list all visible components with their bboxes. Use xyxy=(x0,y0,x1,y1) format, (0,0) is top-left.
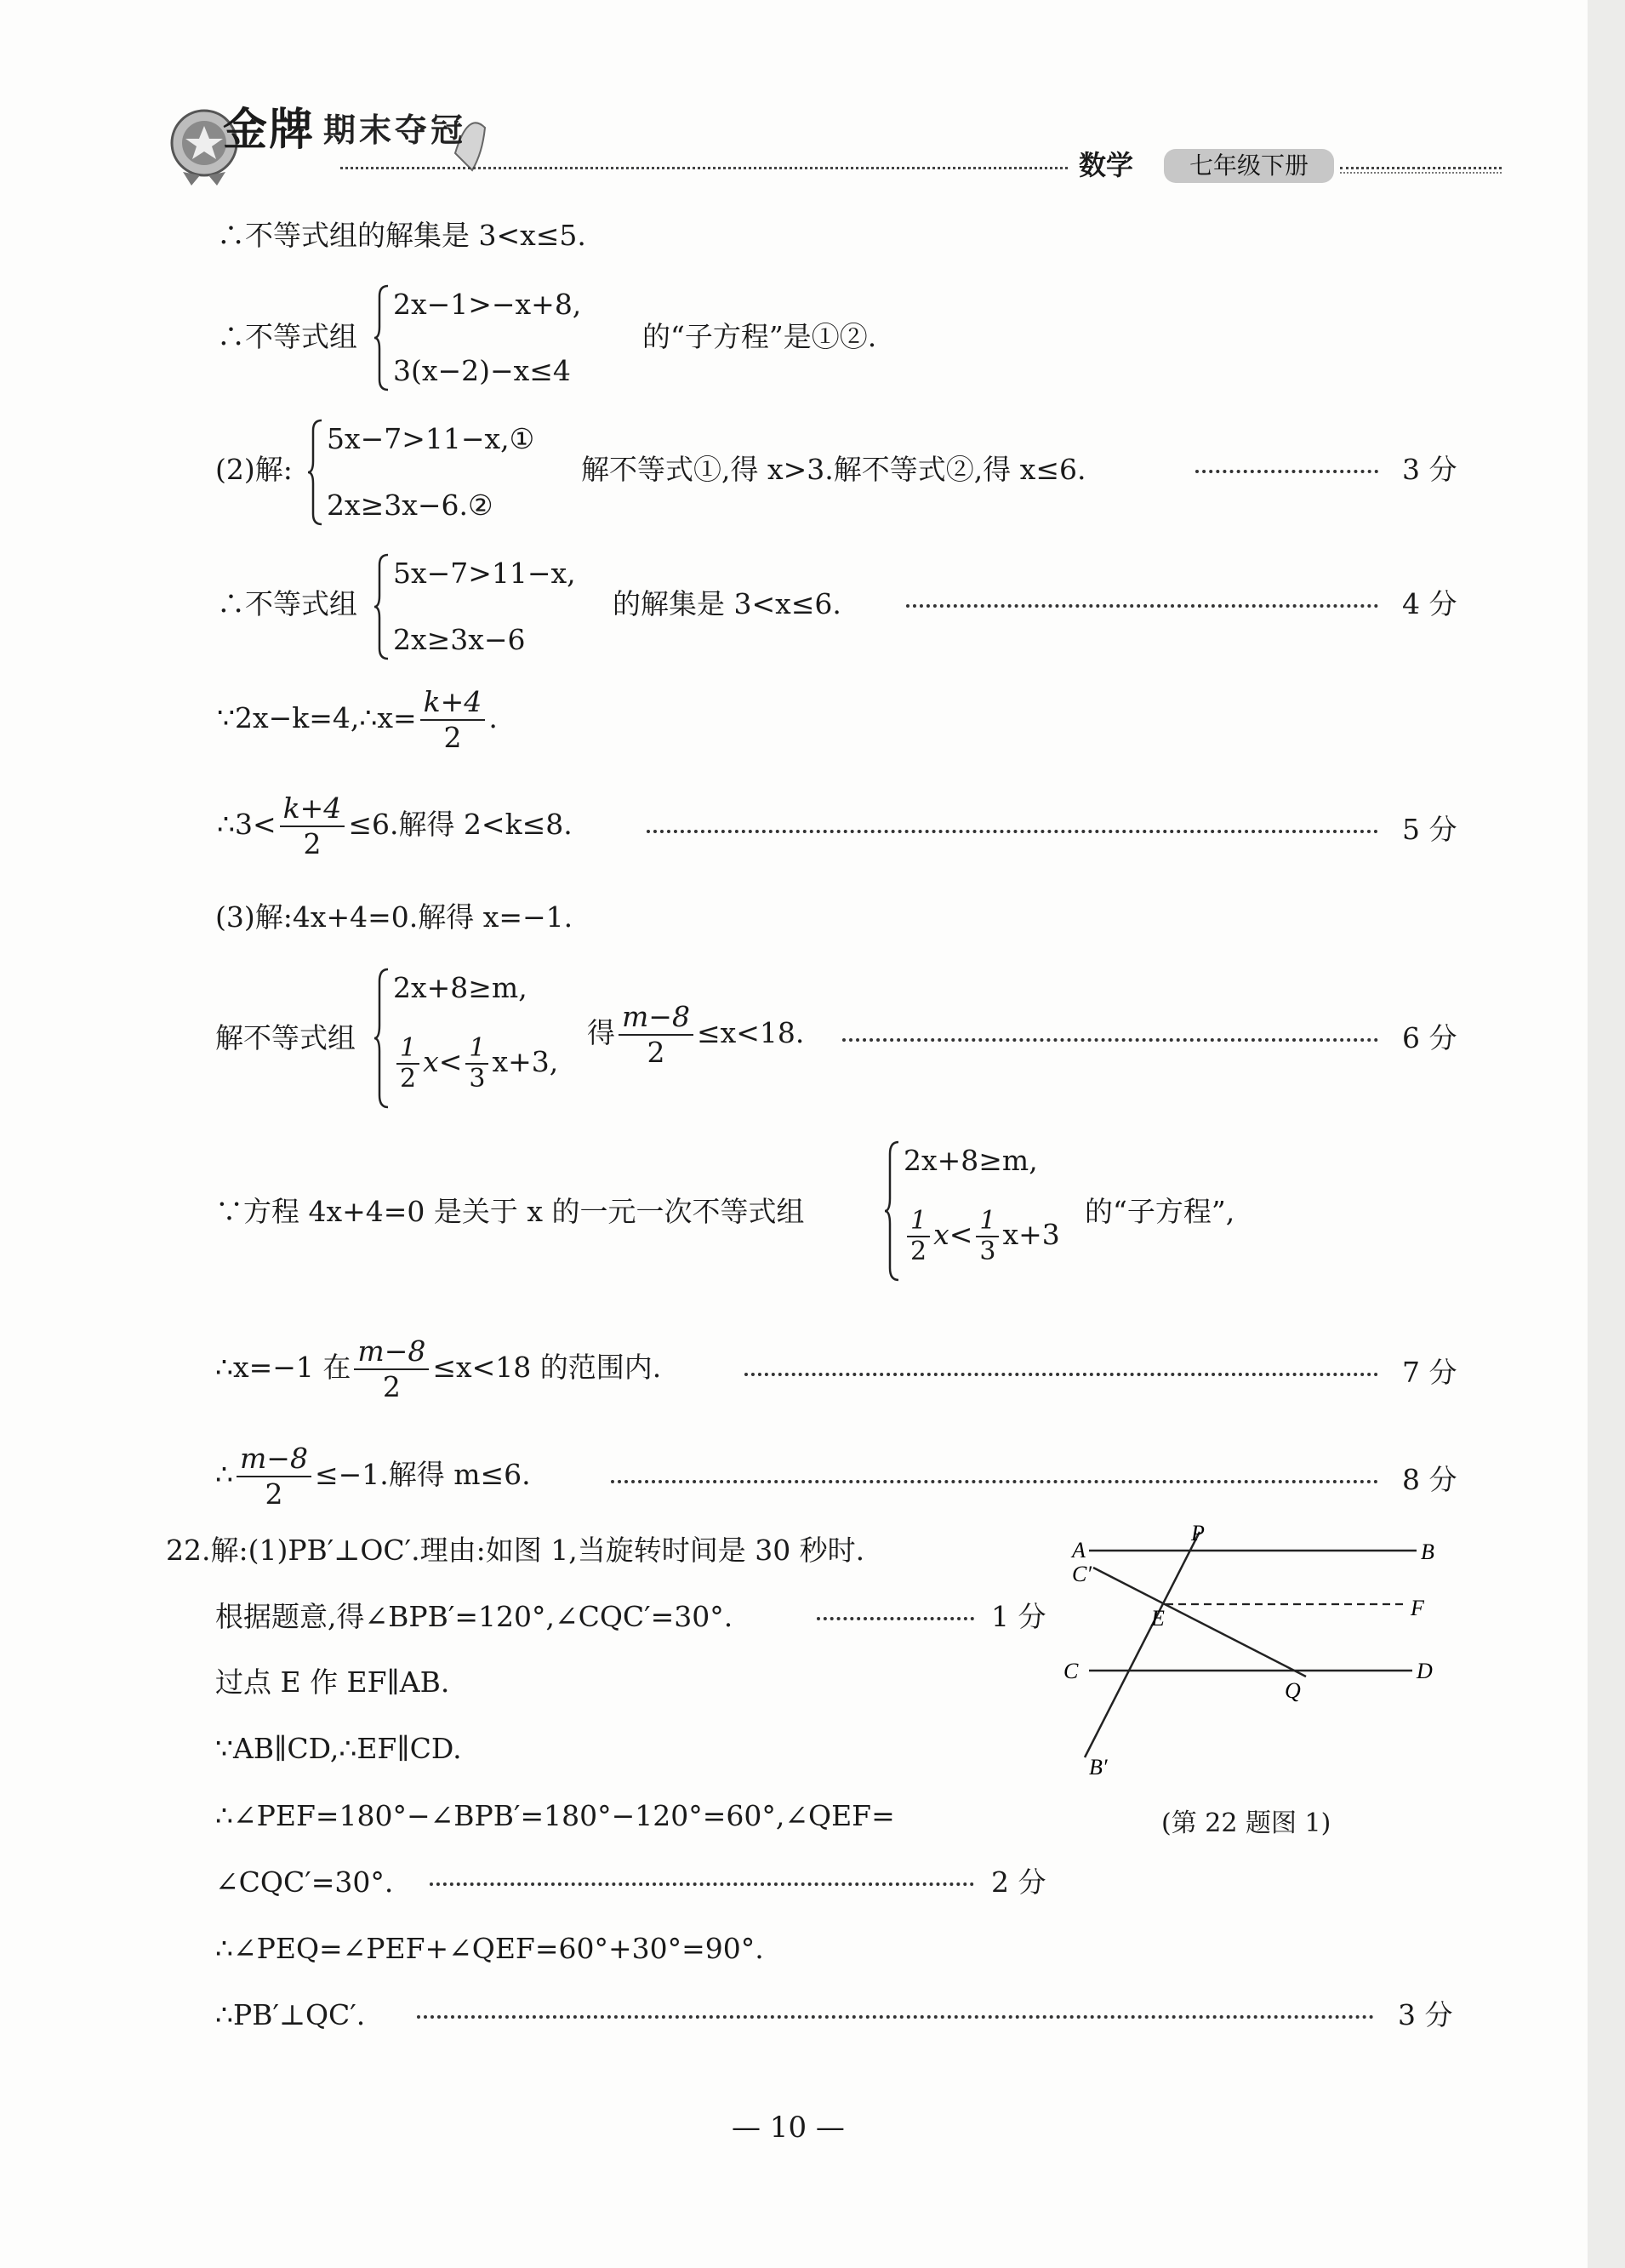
system-5-row-1: 2x+8≥m, xyxy=(904,1144,1038,1177)
line-2-suffix: 的“子方程”是①②. xyxy=(642,320,877,353)
q22-score-3: 3 分 xyxy=(1398,1998,1453,2031)
system-4-row-1: 2x+8≥m, xyxy=(393,971,527,1004)
subject-label: 数学 xyxy=(1079,149,1134,181)
line-9-prefix: ∵方程 4x+4=0 是关于 x 的一元一次不等式组 xyxy=(215,1195,805,1228)
line-6: ∴3< $\frac{k+4}{2}$ ≤6.解得 2<k≤8. xyxy=(217,791,573,860)
line-8-prefix: 解不等式组 xyxy=(215,1021,356,1054)
leader-dots xyxy=(417,2015,1374,2019)
brace-icon xyxy=(885,1139,902,1283)
leader-dots xyxy=(744,1373,1378,1376)
score-4: 4 分 xyxy=(1402,587,1457,620)
line-10: ∴x=−1 在 $\frac{m-8}{2}$ ≤x<18 的范围内. xyxy=(215,1334,662,1403)
header-rule-right xyxy=(1340,167,1502,169)
q22-line-8: ∴PB′⊥QC′. xyxy=(215,1998,366,2031)
figure-label: B xyxy=(1421,1540,1434,1564)
system-2-row-2: 2x≥3x−6.② xyxy=(327,488,493,522)
figure-label: Q xyxy=(1285,1678,1301,1703)
line-9-suffix: 的“子方程”, xyxy=(1085,1195,1235,1228)
system-1-row-2: 3(x−2)−x≤4 xyxy=(393,354,571,387)
score-5: 5 分 xyxy=(1402,813,1457,846)
page-number: — 10 — xyxy=(732,2111,845,2145)
line-2-prefix: ∴不等式组 xyxy=(217,320,357,353)
q22-line-3: 过点 E 作 EF∥AB. xyxy=(215,1665,450,1699)
line-5: ∵2x−k=4,∴x= $\frac{k+4}{2}$ . xyxy=(217,685,498,754)
figure-label: C′ xyxy=(1072,1562,1092,1586)
header-rule-left xyxy=(340,167,1068,169)
line-3-text: 解不等式①,得 x>3.解不等式②,得 x≤6. xyxy=(581,453,1086,486)
line-4-prefix: ∴不等式组 xyxy=(217,587,357,620)
leader-dots xyxy=(817,1617,974,1620)
score-7: 7 分 xyxy=(1402,1356,1457,1389)
system-3-row-1: 5x−7>11−x, xyxy=(393,557,576,590)
figure-label: A xyxy=(1072,1538,1086,1562)
line-solution-set-1: ∴不等式组的解集是 3<x≤5. xyxy=(217,219,586,252)
system-1-row-1: 2x−1>−x+8, xyxy=(393,288,582,321)
figure-label: D xyxy=(1417,1659,1433,1683)
figure-label: B′ xyxy=(1089,1755,1108,1780)
leader-dots xyxy=(1195,470,1378,473)
q22-line-5: ∴∠PEF=180°−∠BPB′=180°−120°=60°,∠QEF= xyxy=(215,1799,895,1832)
logo-title-big: 金牌 xyxy=(223,105,316,156)
q22-line-6: ∠CQC′=30°. xyxy=(215,1865,394,1899)
line-7: (3)解:4x+4=0.解得 x=−1. xyxy=(215,900,573,934)
score-3: 3 分 xyxy=(1402,453,1457,486)
logo-title-small: 期末夺冠 xyxy=(323,111,467,149)
q22-score-2: 2 分 xyxy=(991,1865,1046,1899)
geometry-figure xyxy=(1063,1515,1463,1821)
brace-icon xyxy=(374,966,391,1111)
q22-score-1: 1 分 xyxy=(991,1600,1046,1633)
leader-dots xyxy=(647,830,1378,833)
brace-icon xyxy=(374,551,391,662)
q22-line-4: ∵AB∥CD,∴EF∥CD. xyxy=(215,1732,462,1765)
fraction-k: $\frac{k+4}{2}$ xyxy=(420,685,486,755)
line-4-text: 的解集是 3<x≤6. xyxy=(613,587,841,620)
leader-dots xyxy=(842,1038,1378,1042)
figure-label: E xyxy=(1151,1606,1165,1631)
line-11: ∴ $\frac{m-8}{2}$ ≤−1.解得 m≤6. xyxy=(215,1442,531,1511)
page-edge-shadow xyxy=(1588,0,1625,2268)
score-8: 8 分 xyxy=(1402,1463,1457,1496)
header-rule-right-2 xyxy=(1340,172,1502,174)
q22-line-1: 22.解:(1)PB′⊥OC′.理由:如图 1,当旋转时间是 30 秒时. xyxy=(166,1534,865,1567)
score-6: 6 分 xyxy=(1402,1021,1457,1054)
line-qc-prime xyxy=(1093,1568,1306,1677)
brace-icon xyxy=(308,417,325,528)
line-8-result: 得 $\frac{m-8}{2}$ ≤x<18. xyxy=(587,1000,805,1069)
q22-line-2: 根据题意,得∠BPB′=120°,∠CQC′=30°. xyxy=(215,1600,733,1633)
leader-dots xyxy=(906,604,1378,608)
system-4-row-2: $\frac{1}{2}$ x< $\frac{1}{3}$ x+3, xyxy=(393,1034,558,1094)
system-2 xyxy=(308,417,580,528)
q22-line-7: ∴∠PEQ=∠PEF+∠QEF=60°+30°=90°. xyxy=(215,1932,764,1965)
leader-dots xyxy=(430,1882,974,1886)
figure-label: F xyxy=(1411,1596,1424,1620)
system-5 xyxy=(885,1139,1106,1283)
figure-caption: (第 22 题图 1) xyxy=(1161,1808,1331,1838)
fraction-k: $\frac{k+4}{2}$ xyxy=(280,791,345,861)
system-1 xyxy=(374,283,647,393)
line-5-a: ∵2x−k=4,∴x= xyxy=(217,701,417,734)
figure-label: C xyxy=(1063,1659,1079,1683)
line-3-prefix: (2)解: xyxy=(215,453,293,486)
system-2-row-1: 5x−7>11−x,① xyxy=(327,422,535,455)
line-pb-prime xyxy=(1085,1532,1200,1757)
brace-icon xyxy=(374,283,391,393)
grade-badge: 七年级下册 xyxy=(1164,149,1334,183)
system-3-row-2: 2x≥3x−6 xyxy=(393,623,526,656)
figure-label: P xyxy=(1191,1521,1205,1545)
system-5-row-2: $\frac{1}{2}$ x< $\frac{1}{3}$ x+3 xyxy=(904,1207,1060,1266)
system-3 xyxy=(374,551,630,662)
leader-dots xyxy=(611,1480,1378,1483)
